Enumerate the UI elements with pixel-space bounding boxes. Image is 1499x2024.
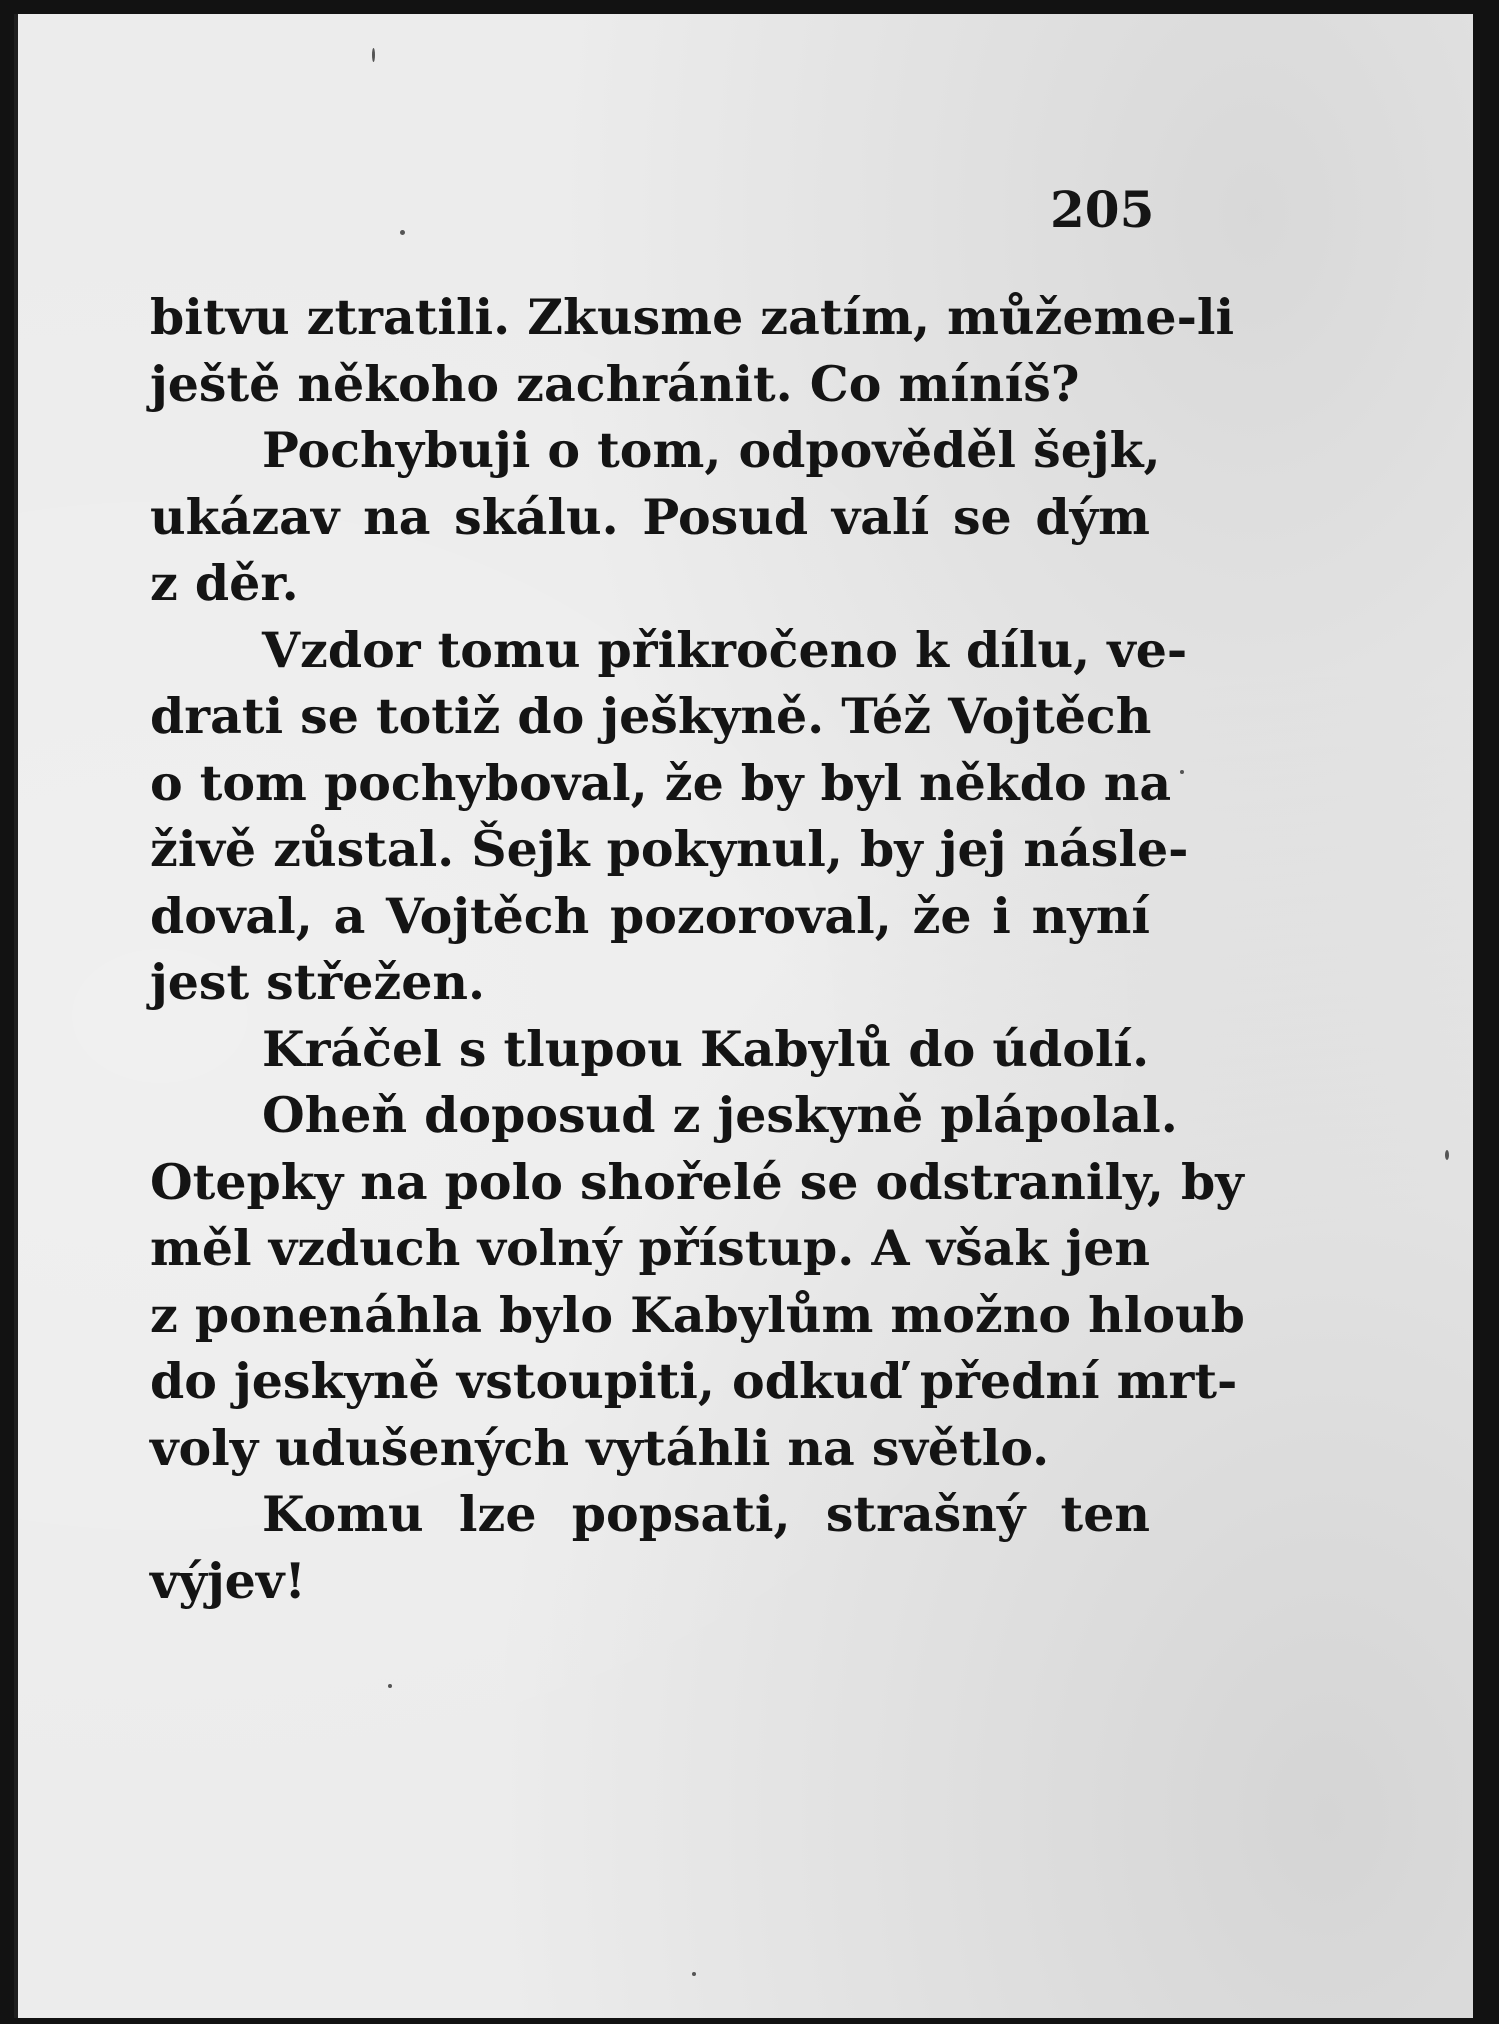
- paper-speck: [388, 1684, 392, 1688]
- text-line-13: Oheň doposud z jeskyně plápolal.: [262, 1086, 1178, 1144]
- text-line-12: Kráčel s tlupou Kabylů do údolí.: [262, 1019, 1150, 1078]
- text-line-20: výjev!: [150, 1551, 306, 1610]
- text-line-8: o tom pochyboval, že by byl někdo na: [150, 753, 1172, 812]
- text-line-5: z děr.: [150, 554, 299, 612]
- text-line-11: jest střežen.: [150, 953, 486, 1011]
- body-text: [150, 284, 1245, 1614]
- text-line-2: ještě někoho zachránit. Co míníš?: [150, 354, 1080, 413]
- paper-speck: [1180, 770, 1184, 774]
- text-line-9: živě zůstal. Šejk pokynul, by jej násle-: [150, 820, 1189, 878]
- text-line-14: Otepky na polo shořelé se odstranily, by: [150, 1152, 1244, 1211]
- text-line-15: měl vzduch volný přístup. A však jen: [150, 1219, 1150, 1277]
- text-line-6: Vzdor tomu přikročeno k dílu, ve-: [262, 620, 1188, 679]
- page-number: 205: [1050, 180, 1155, 239]
- paper-speck: [1445, 1150, 1449, 1160]
- text-line-1: bitvu ztratili. Zkusme zatím, můžeme-li: [150, 288, 1235, 346]
- text-line-17: do jeskyně vstoupiti, odkuď přední mrt-: [150, 1352, 1238, 1410]
- paper-speck: [400, 230, 405, 235]
- text-line-16: z ponenáhla bylo Kabylům možno hloub: [150, 1285, 1245, 1344]
- text-line-4: ukázav na skálu. Posud valí se dým: [150, 487, 1150, 546]
- text-line-3: Pochybuji o tom, odpověděl šejk,: [262, 421, 1161, 479]
- page-binding-edge: [14, 14, 18, 2018]
- text-line-18: voly udušených vytáhli na světlo.: [150, 1418, 1050, 1477]
- paper-speck: [372, 48, 375, 62]
- text-line-7: drati se totiž do ješkyně. Též Vojtěch: [150, 687, 1152, 745]
- text-line-19: Komu lze popsati, strašný ten: [262, 1485, 1150, 1543]
- paper-speck: [692, 1972, 696, 1976]
- text-line-10: doval, a Vojtěch pozoroval, že i nyní: [150, 886, 1150, 945]
